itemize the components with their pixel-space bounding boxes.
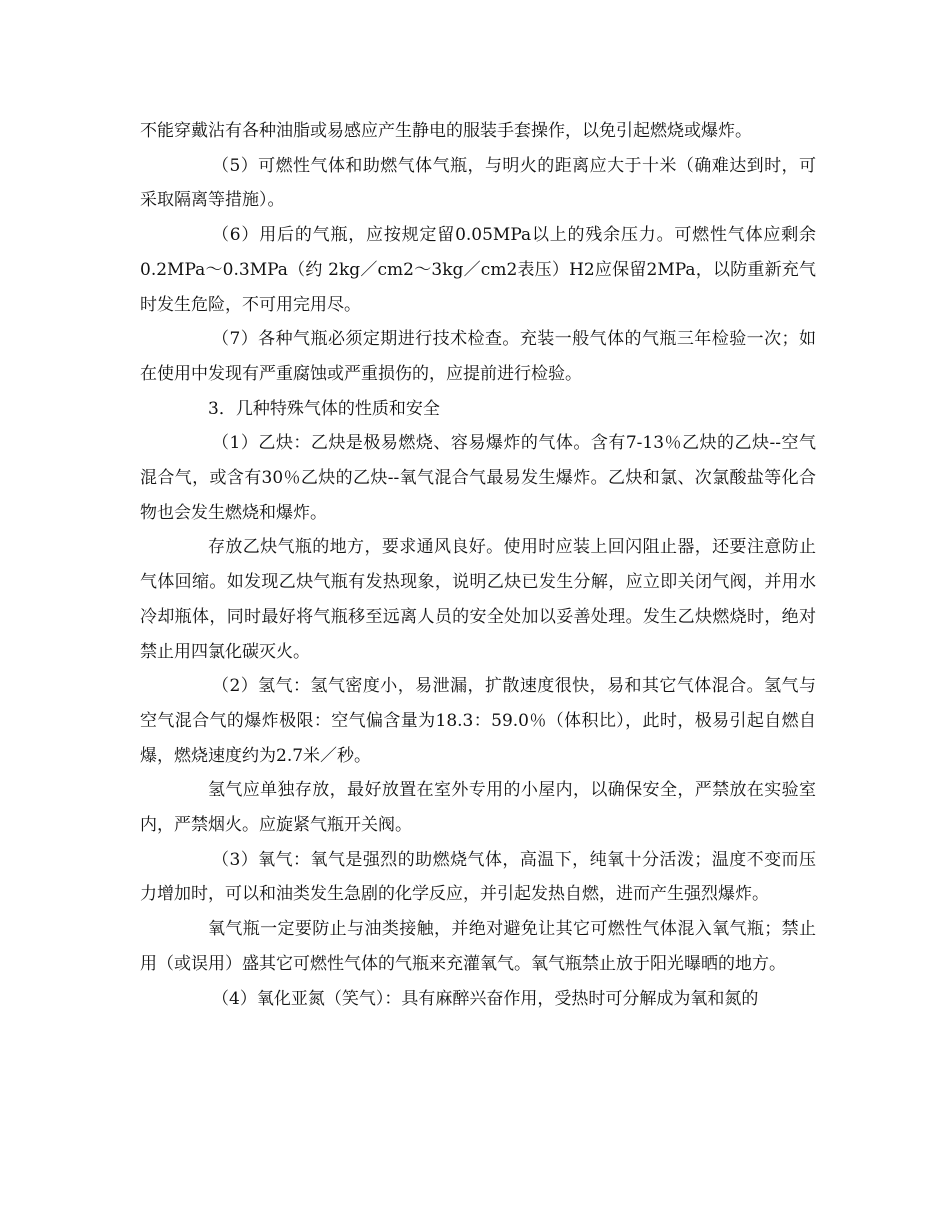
paragraph-hydrogen-storage: 氢气应单独存放，最好放置在室外专用的小屋内，以确保安全，严禁放在实验室内，严禁烟火。应旋紧气瓶开关阀。 bbox=[140, 780, 816, 836]
paragraph-item-6: （6）用后的气瓶，应按规定留0.05MPa以上的残余压力。可燃性气体应剩余0.2MPa～0.3MPa（约 2kg／cm2～3kg／cm2表压）H2应保留2MPa，以防重新充气时发生危险，不可用完用尽。 bbox=[140, 225, 816, 315]
section-heading-special-gases: 3．几种特殊气体的性质和安全 bbox=[208, 398, 440, 419]
paragraph-continuation: 不能穿戴沾有各种油脂或易感应产生静电的服装手套操作，以免引起燃烧或爆炸。 bbox=[140, 121, 752, 141]
paragraph-nitrous-oxide: （4）氧化亚氮（笑气）：具有麻醉兴奋作用，受热时可分解成为氧和氮的 bbox=[212, 988, 759, 1009]
paragraph-hydrogen: （2）氢气：氢气密度小，易泄漏，扩散速度很快，易和其它气体混合。氢气与空气混合气的爆炸极限：空气偏含量为18.3：59.0％（体积比），此时，极易引起自燃自爆，燃烧速度约为2.7米／秒。 bbox=[140, 676, 816, 766]
paragraph-oxygen-storage: 氧气瓶一定要防止与油类接触，并绝对避免让其它可燃性气体混入氧气瓶；禁止用（或误用）盛其它可燃性气体的气瓶来充灌氧气。氧气瓶禁止放于阳光曝晒的地方。 bbox=[140, 919, 816, 974]
document-body bbox=[140, 114, 816, 1016]
paragraph-item-7: （7）各种气瓶必须定期进行技术检查。充装一般气体的气瓶三年检验一次；如在使用中发现有严重腐蚀或严重损伤的，应提前进行检验。 bbox=[140, 329, 816, 384]
paragraph-item-5: （5）可燃性气体和助燃气体气瓶，与明火的距离应大于十米（确难达到时，可采取隔离等措施）。 bbox=[140, 155, 816, 211]
paragraph-oxygen: （3）氧气：氧气是强烈的助燃烧气体，高温下，纯氧十分活泼；温度不变而压力增加时，可以和油类发生急剧的化学反应，并引起发热自燃，进而产生强烈爆炸。 bbox=[140, 849, 816, 905]
paragraph-acetylene: （1）乙炔：乙炔是极易燃烧、容易爆炸的气体。含有7-13％乙炔的乙炔--空气混合气，或含有30％乙炔的乙炔--氧气混合气最易发生爆炸。乙炔和氯、次氯酸盐等化合物也会发生燃烧和爆炸。 bbox=[140, 433, 816, 523]
paragraph-acetylene-storage: 存放乙炔气瓶的地方，要求通风良好。使用时应装上回闪阻止器，还要注意防止气体回缩。如发现乙炔气瓶有发热现象，说明乙炔已发生分解，应立即关闭气阀，并用水冷却瓶体，同时最好将气瓶移至远离人员的安全处加以妥善处理。发生乙炔燃烧时，绝对禁止用四氯化碳灭火。 bbox=[140, 537, 816, 662]
